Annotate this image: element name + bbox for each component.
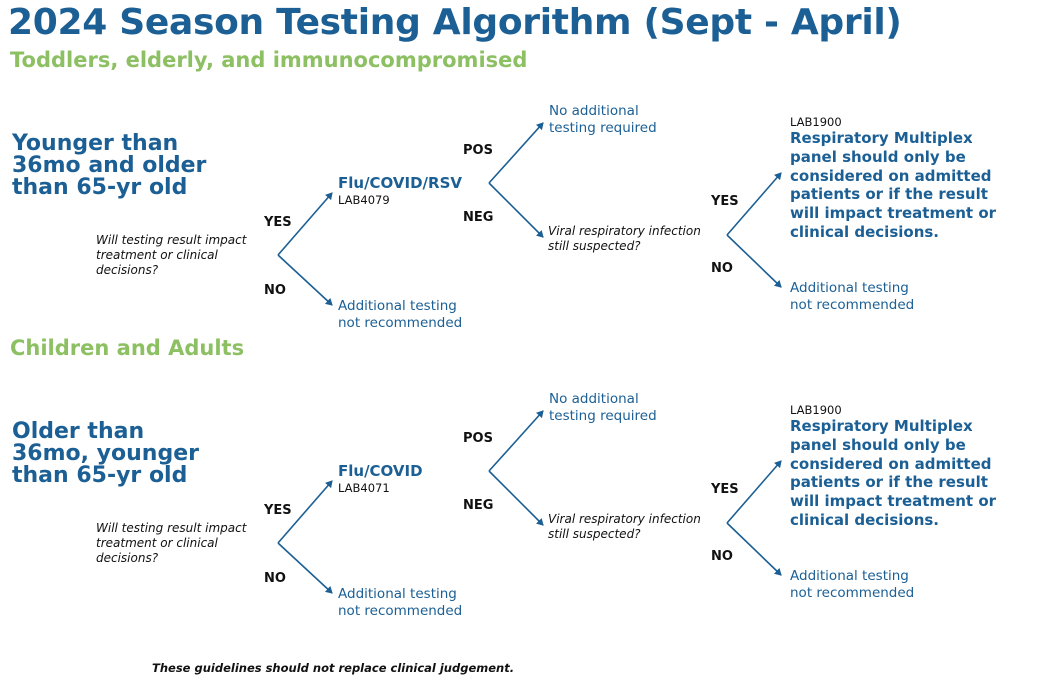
pos-arrow — [489, 123, 543, 183]
question-line: still suspected? — [548, 527, 641, 541]
yes-arrow — [727, 173, 781, 235]
recommendation-line: patients or if the result — [790, 473, 988, 492]
outcome-line: testing required — [549, 408, 657, 424]
outcome-line: Additional testing — [790, 280, 909, 296]
outcome-line: No additional — [549, 103, 639, 119]
pos-label: POS — [463, 431, 493, 446]
yes-label: YES — [711, 482, 739, 497]
no-label: NO — [711, 261, 733, 276]
question-line: Viral respiratory infection — [548, 224, 701, 238]
outcome-line: not recommended — [790, 297, 915, 313]
yes-label: YES — [264, 503, 292, 518]
patient-group-line: Younger than — [12, 131, 179, 156]
question-line: Will testing result impact — [96, 233, 247, 247]
outcome-line: not recommended — [338, 603, 463, 619]
recommendation-line: will impact treatment or — [790, 204, 997, 223]
panel-code: LAB1900 — [790, 115, 842, 129]
outcome-line: not recommended — [338, 315, 463, 331]
pos-label: POS — [463, 143, 493, 158]
section-toddlers-elderly — [0, 50, 1042, 350]
patient-group-line: than 65-yr old — [12, 175, 188, 200]
no-arrow — [278, 543, 332, 593]
recommendation-line: Respiratory Multiplex — [790, 417, 973, 435]
no-arrow — [278, 255, 332, 305]
recommendation-line: will impact treatment or — [790, 492, 997, 511]
question-line: treatment or clinical — [96, 248, 218, 262]
neg-arrow — [489, 471, 543, 525]
page-title: 2024 Season Testing Algorithm (Sept - April) — [8, 2, 902, 43]
yes-label: YES — [264, 215, 292, 230]
yes-arrow — [278, 193, 332, 255]
section-children-adults — [0, 338, 1042, 638]
question-line: Viral respiratory infection — [548, 512, 701, 526]
question-line: Will testing result impact — [96, 521, 247, 535]
panel-code: LAB1900 — [790, 403, 842, 417]
yes-arrow — [278, 481, 332, 543]
disclaimer: These guidelines should not replace clinical judgement. — [152, 661, 515, 675]
no-arrow — [727, 523, 781, 575]
recommendation-line: panel should only be — [790, 147, 966, 166]
pos-arrow — [489, 411, 543, 471]
no-label: NO — [264, 571, 286, 586]
branch-arrows — [0, 338, 1042, 638]
question-line: decisions? — [96, 263, 159, 277]
recommendation-line: panel should only be — [790, 435, 966, 454]
question-line: still suspected? — [548, 239, 641, 253]
yes-label: YES — [711, 194, 739, 209]
recommendation-line: patients or if the result — [790, 185, 988, 204]
neg-label: NEG — [463, 210, 494, 225]
section-subtitle: Children and Adults — [10, 336, 245, 360]
recommendation-line: considered on admitted — [790, 454, 992, 473]
no-arrow — [727, 235, 781, 287]
recommendation-line: clinical decisions. — [790, 222, 939, 241]
test-code: LAB4079 — [338, 193, 390, 207]
yes-arrow — [727, 461, 781, 523]
outcome-line: testing required — [549, 120, 657, 136]
test-name: Flu/COVID — [338, 462, 423, 480]
section-subtitle: Toddlers, elderly, and immunocompromised — [10, 48, 528, 72]
patient-group-line: than 65-yr old — [12, 463, 188, 488]
recommendation-line: considered on admitted — [790, 166, 992, 185]
patient-group-line: 36mo, younger — [12, 441, 199, 466]
outcome-line: No additional — [549, 391, 639, 407]
recommendation-line: clinical decisions. — [790, 510, 939, 529]
no-label: NO — [264, 283, 286, 298]
recommendation-line: Respiratory Multiplex — [790, 129, 973, 147]
outcome-line: Additional testing — [790, 568, 909, 584]
outcome-line: Additional testing — [338, 298, 457, 314]
patient-group-line: 36mo and older — [12, 153, 207, 178]
neg-label: NEG — [463, 498, 494, 513]
outcome-line: Additional testing — [338, 586, 457, 602]
outcome-line: not recommended — [790, 585, 915, 601]
no-label: NO — [711, 549, 733, 564]
test-code: LAB4071 — [338, 481, 390, 495]
neg-arrow — [489, 183, 543, 237]
test-name: Flu/COVID/RSV — [338, 174, 462, 192]
question-line: treatment or clinical — [96, 536, 218, 550]
patient-group-line: Older than — [12, 419, 145, 444]
question-line: decisions? — [96, 551, 159, 565]
branch-arrows — [0, 50, 1042, 350]
